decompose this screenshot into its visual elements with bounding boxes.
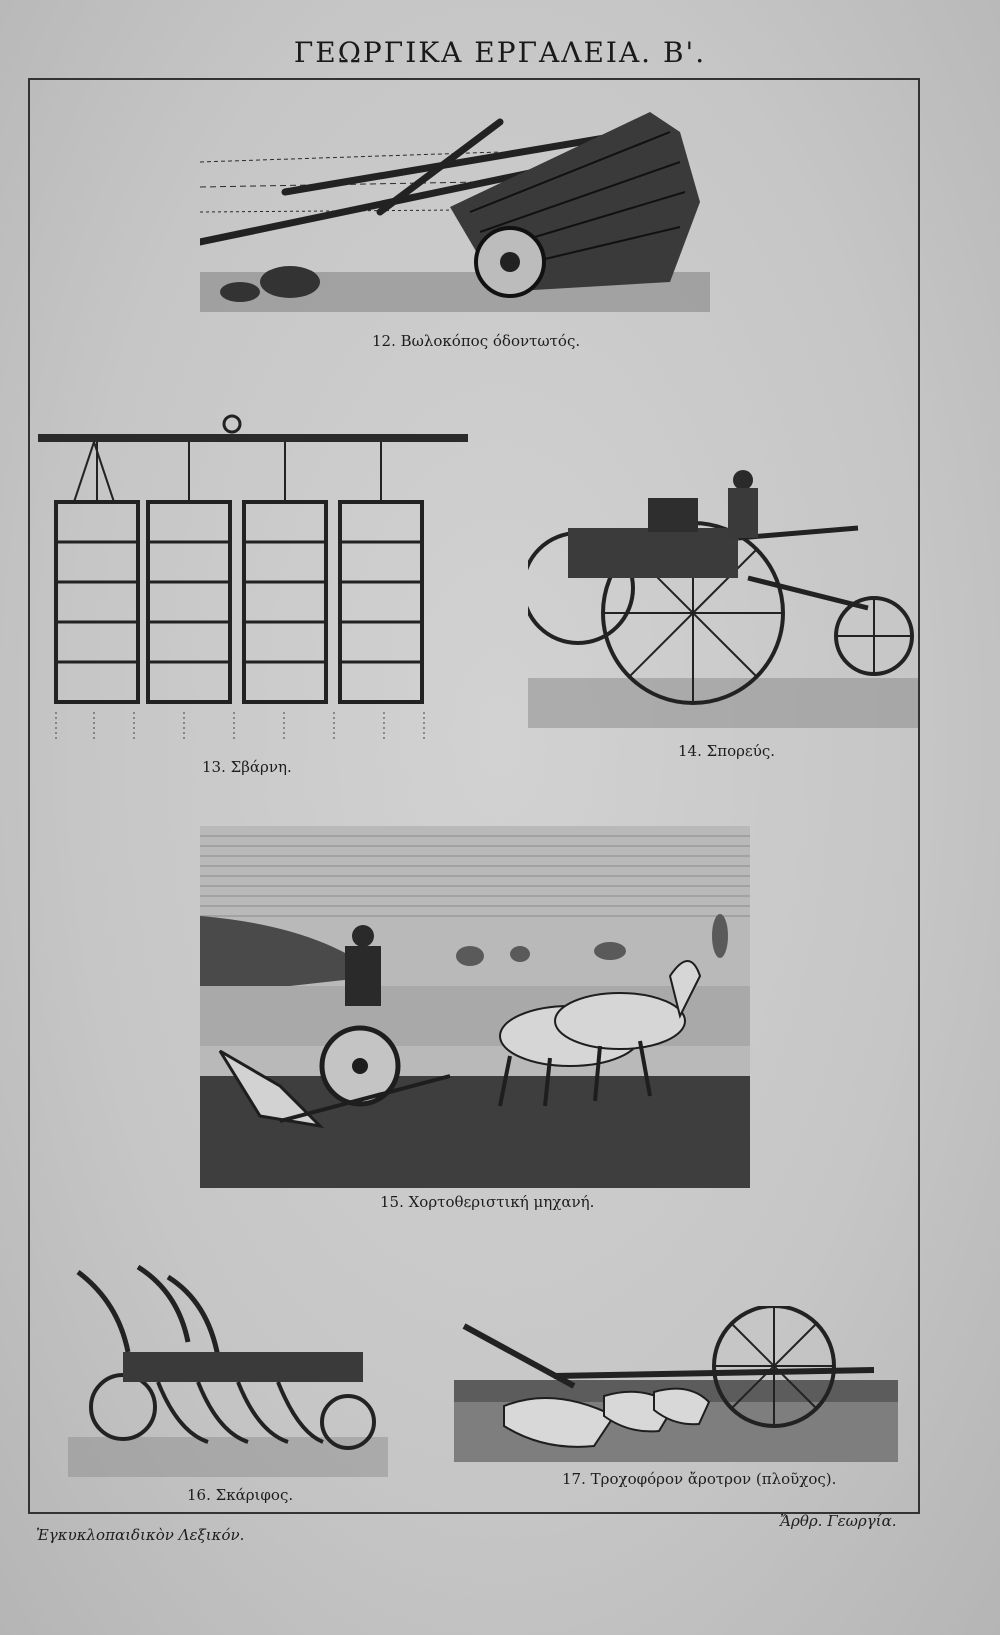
harrow-engraving <box>34 412 474 752</box>
caption-fig17: 17. Τροχοφόρον ἄροτρον (πλοῦχος). <box>562 1470 837 1488</box>
caption-fig16: 16. Σκάριφος. <box>187 1486 294 1504</box>
toothed-roller-engraving <box>200 92 710 322</box>
plate-title: ΓΕΩΡΓΙΚΑ ΕΡΓΑΛΕΙΑ. Β'. <box>293 36 707 69</box>
caption-fig14: 14. Σπορεύς. <box>678 742 775 760</box>
footer-article: Ἄρθρ. Γεωργία. <box>780 1512 897 1530</box>
caption-fig13: 13. Σβάρνη. <box>202 758 292 776</box>
mowing-machine-engraving <box>200 826 750 1188</box>
wheeled-plough-engraving <box>454 1306 898 1472</box>
footer-publication: Ἐγκυκλοπαιδικὸν Λεξικόν. <box>36 1526 245 1544</box>
caption-fig12: 12. Βωλοκόπος όδοντωτός. <box>372 332 581 350</box>
caption-fig15: 15. Χορτοθεριστική μηχανή. <box>380 1193 595 1211</box>
seed-drill-engraving <box>528 468 918 738</box>
cultivator-engraving <box>68 1262 388 1482</box>
